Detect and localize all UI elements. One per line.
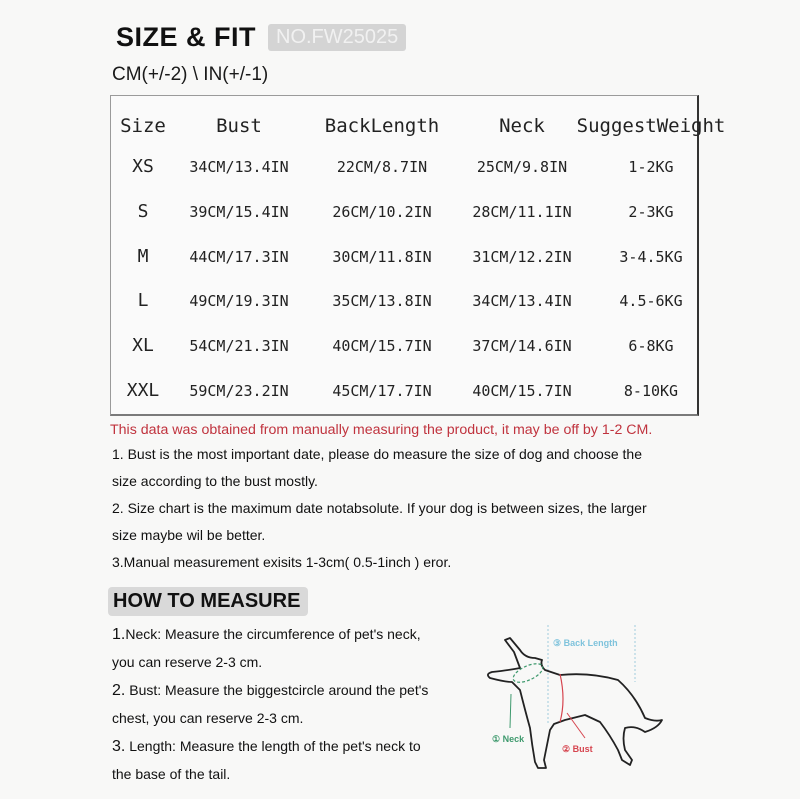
header-text: Size: [120, 115, 166, 137]
measure-number: 2.: [112, 682, 126, 699]
table-cell-neck: 34CM/13.4IN: [472, 292, 572, 311]
note-line: 1. Bust is the most important date, please do measure the size of dog and choose the: [112, 446, 642, 462]
table-cell-size: L: [137, 290, 149, 312]
bust-band: [560, 674, 563, 722]
measure-text: Neck: Measure the circumference of pet's neck,: [125, 626, 421, 642]
table-cell-weight: 1-2KG: [628, 158, 674, 176]
table-cell-bust: 54CM/21.3IN: [189, 337, 289, 356]
table-cell-back-length: 35CM/13.8IN: [332, 292, 432, 311]
disclaimer-note: This data was obtained from manually measuring the product, it may be off by 1-2 CM.: [110, 422, 653, 438]
header-text: Bust: [216, 115, 262, 137]
size-table: [110, 95, 726, 416]
table-cell-neck: 28CM/11.1IN: [472, 202, 572, 221]
header-bust: [179, 96, 299, 156]
table-cell-back-length: 26CM/10.2IN: [332, 202, 432, 221]
note-line: 2. Size chart is the maximum date notabsolute. If your dog is between sizes, the larger: [112, 500, 647, 516]
how-to-measure-heading: HOW TO MEASURE: [108, 587, 308, 616]
table-cell-bust: 49CM/19.3IN: [189, 292, 289, 311]
measure-item-length: [112, 738, 421, 756]
neck-label: ① Neck: [492, 734, 525, 744]
header-text: Weight: [656, 115, 726, 137]
table-cell-bust: 44CM/17.3IN: [189, 247, 289, 266]
back-length-label: ③ Back Length: [553, 638, 618, 648]
table-cell-back-length: 40CM/15.7IN: [332, 337, 432, 356]
measure-item-bust-line2: chest, you can reserve 2-3 cm.: [112, 710, 304, 726]
measure-number: 3.: [112, 738, 126, 755]
measure-item-length-line2: the base of the tail.: [112, 766, 231, 782]
header-text: Back: [324, 115, 371, 137]
title-row: [116, 22, 406, 53]
table-cell-weight: 3-4.5KG: [619, 247, 683, 266]
header-text: Length: [370, 115, 440, 137]
table-cell-back-length: 22CM/8.7IN: [336, 158, 428, 176]
table-cell-neck: 31CM/12.2IN: [472, 247, 572, 266]
table-cell-weight: 4.5-6KG: [619, 292, 683, 311]
table-cell-back-length: 30CM/11.8IN: [332, 247, 432, 266]
units-label: CM(+/-2) \ IN(+/-1): [112, 64, 269, 85]
header-suggest-weight: [576, 96, 726, 156]
header-text: Neck: [499, 115, 545, 137]
table-cell-bust: 59CM/23.2IN: [189, 382, 289, 400]
measure-item-neck-line2: you can reserve 2-3 cm.: [112, 654, 263, 670]
table-cell-neck: 37CM/14.6IN: [472, 337, 572, 356]
table-cell-weight: 8-10KG: [623, 382, 679, 400]
page-title: SIZE & FIT: [116, 22, 256, 52]
bust-label: ② Bust: [562, 744, 593, 754]
product-number-badge: NO.FW25025: [268, 24, 406, 51]
table-cell-neck: 25CM/9.8IN: [476, 158, 568, 176]
table-cell-size: M: [137, 245, 149, 267]
header-text: Suggest: [576, 115, 657, 137]
table-cell-bust: 39CM/15.4IN: [189, 202, 289, 221]
header-back-length: [322, 96, 442, 156]
table-cell-back-length: 45CM/17.7IN: [332, 382, 432, 400]
note-line: 3.Manual measurement exisits 1-3cm( 0.5-1inch ) eror.: [112, 554, 452, 570]
header-neck: [462, 96, 582, 156]
table-cell-neck: 40CM/15.7IN: [472, 382, 572, 400]
measure-item-bust: [112, 682, 428, 700]
table-cell-weight: 2-3KG: [628, 202, 674, 221]
note-line: size according to the bust mostly.: [112, 473, 318, 489]
table-cell-size: XS: [132, 156, 154, 177]
table-cell-size: XXL: [126, 380, 160, 401]
table-cell-bust: 34CM/13.4IN: [189, 158, 289, 176]
measure-number: 1.: [112, 626, 126, 643]
note-line: size maybe wil be better.: [112, 527, 266, 543]
table-cell-size: XL: [132, 335, 154, 357]
table-cell-weight: 6-8KG: [628, 337, 674, 356]
measure-text: Bust: Measure the biggestcircle around the pet's: [125, 682, 429, 698]
table-cell-size: S: [137, 200, 149, 222]
dog-measurement-diagram: [470, 610, 670, 790]
neck-pointer: [510, 694, 511, 728]
measure-item-neck: [112, 626, 421, 644]
neck-band: [511, 660, 546, 686]
measure-text: Length: Measure the length of the pet's neck to: [125, 738, 421, 754]
